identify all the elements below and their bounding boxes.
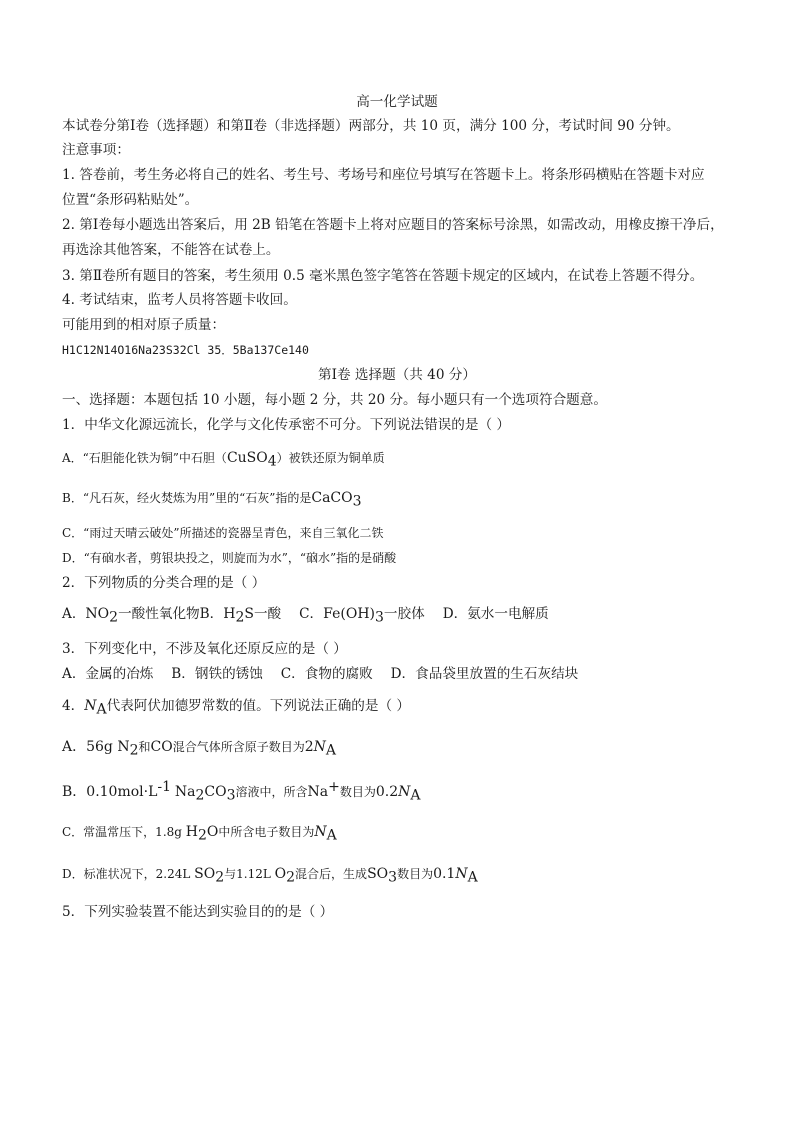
exam-title: 高一化学试题: [356, 94, 438, 110]
section1-title: 第Ⅰ卷 选择题（共 40 分）: [318, 367, 476, 383]
question-1-option-b: B．“凡石灰，经火焚炼为用”里的“石灰”指的是CaCO$_3$: [62, 490, 362, 510]
question-4-stem: 4．$N_A$代表阿伏加德罗常数的值。下列说法正确的是（ ）: [62, 698, 411, 718]
atomic-mass-list: H1C12N14O16Na23S32Cl 35．5Ba137Ce140: [62, 343, 309, 357]
atomic-mass-heading: 可能用到的相对原子质量：: [62, 317, 226, 333]
question-5-stem: 5．下列实验装置不能达到实验目的的是（ ）: [62, 904, 334, 920]
question-3-stem: 3．下列变化中，不涉及氧化还原反应的是（ ）: [62, 641, 347, 657]
notice-line: 3. 第Ⅱ卷所有题目的答案，考生须用 0.5 毫米黑色签字笔答在答题卡规定的区域内，在试卷上答题不得分。: [62, 268, 704, 284]
question-3-options: A．金属的冶炼 B．钢铁的锈蚀 C．食物的腐败 D．食品袋里放置的生石灰结块: [62, 666, 579, 682]
question-4-option-b: B．$0.10mol\cdot L^{-1}$ $Na_2CO_3$溶液中，所含Na+数目为$0.2N_A$: [62, 779, 421, 804]
question-1-option-a: A．“石胆能化铁为铜”中石胆（CuSO$_4$）被铁还原为铜单质: [62, 450, 385, 470]
notice-line: 4. 考试结束，监考人员将答题卡收回。: [62, 292, 297, 308]
section1-description: 一、选择题：本题包括 10 小题，每小题 2 分，共 20 分。每小题只有一个选项符合题意。: [62, 392, 607, 408]
notice-line: 1. 答卷前，考生务必将自己的姓名、考生号、考场号和座位号填写在答题卡上。将条形码横贴在答题卡对应: [62, 167, 705, 183]
question-1-option-c: C．“雨过天晴云破处”所描述的瓷器呈青色，来自三氧化二铁: [62, 526, 384, 540]
notice-line: 位置“条形码粘贴处”。: [62, 192, 199, 208]
question-4-option-d: D．标准状况下，2.24L $SO_2$与1.12L $O_2$混合后，生成$SO_3$数目为$0.1N_A$: [62, 866, 478, 886]
question-4-option-a: A．56g $N_2$和CO混合气体所含原子数目为$2N_A$: [62, 739, 337, 759]
notice-line: 再选涂其他答案，不能答在试卷上。: [62, 242, 280, 258]
question-2-options: A．$NO_2$一酸性氧化物B．$H_2S$一酸 C．$Fe(OH)_3$一胶体 D．氨水一电解质: [62, 606, 549, 626]
exam-intro: 本试卷分第Ⅰ卷（选择题）和第Ⅱ卷（非选择题）两部分，共 10 页，满分 100 分，考试时间 90 分钟。: [62, 118, 680, 134]
question-4-option-c: C．常温常压下，1.8g $H_2O$中所含电子数目为$N_A$: [62, 824, 337, 844]
question-2-stem: 2．下列物质的分类合理的是（ ）: [62, 575, 266, 591]
notice-line: 2. 第Ⅰ卷每小题选出答案后，用 2B 铅笔在答题卡上将对应题目的答案标号涂黑，如需改动，用橡皮擦干净后，: [62, 217, 724, 233]
question-1-stem: 1．中华文化源远流长，化学与文化传承密不可分。下列说法错误的是（ ）: [62, 417, 510, 433]
notice-heading: 注意事项：: [62, 142, 130, 158]
question-1-option-d: D．“有硇水者，剪银块投之，则旋而为水”，“硇水”指的是硝酸: [62, 551, 397, 565]
